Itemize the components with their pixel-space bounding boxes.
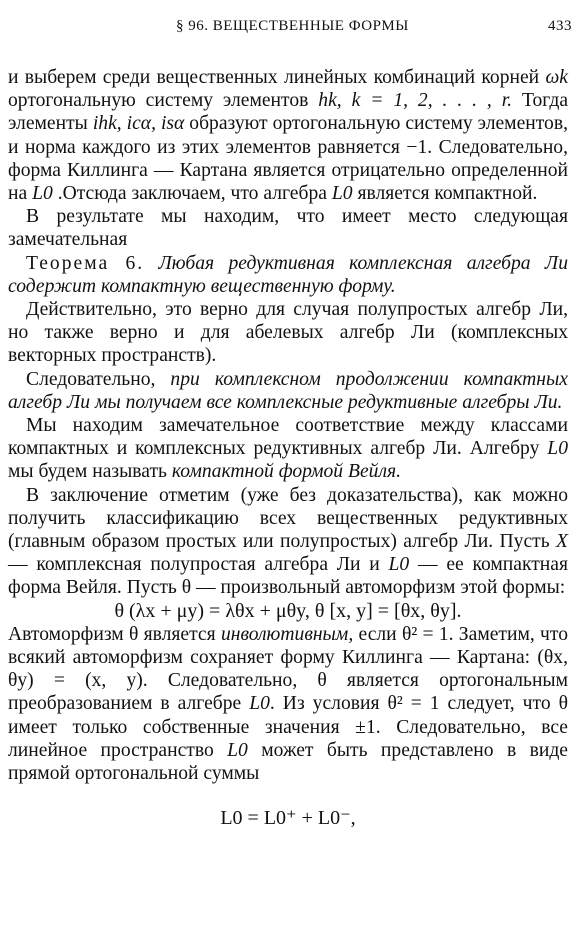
text-run: Автоморфизм θ является xyxy=(8,623,221,645)
math-run: ihk, icα, isα xyxy=(92,113,185,135)
math-run: L0 xyxy=(388,554,410,576)
paragraph-4: Действительно, это верно для случая полупростых алгебр Ли, но также верно и для абелевых алгебр Ли (комплексных векторных пространств). xyxy=(8,299,568,367)
math-run: ωk xyxy=(545,67,568,88)
emphasis-run: компактной формой Вейля. xyxy=(171,461,402,483)
math-run: L0 xyxy=(249,693,270,715)
text-run: ортогональную систему элементов xyxy=(8,90,319,112)
math-run: L0 xyxy=(227,739,248,761)
paragraph-8 xyxy=(8,623,568,785)
math-run: X xyxy=(556,531,568,553)
emphasis-run: инволютивным, xyxy=(220,623,354,645)
paragraph-2: В результате мы находим, что имеет место следующая замечательная xyxy=(8,206,568,251)
text-run: Следовательно, xyxy=(26,368,171,390)
text-run: если θ² = 1. Заметим, что всякий автоморфизм сохраняет форму Киллинга — Картана: (θx, θy) = (x, y). Следовательно, θ является ортогональным преобразованием в алгебре xyxy=(8,623,569,715)
emphasis-run: при комплексном продолжении компактных алгебр Ли мы получаем все комплексные редуктивные алгебры Ли. xyxy=(8,368,568,413)
math-run: hk, k = 1, 2, . . . , r. xyxy=(318,90,513,112)
math-run: L0 xyxy=(547,438,568,460)
text-run: . Из условия θ² = 1 следует, что θ имеет только собственные значения ±1. Следовательно, все линейное пространство xyxy=(8,693,568,761)
text-run: .Отсюда заключаем, что алгебра xyxy=(52,183,332,205)
text-run: В заключение отметим (уже без доказательства), как можно получить классификацию всех вещественных редуктивных (главным образом простых или полупростых) алгебр Ли. Пусть xyxy=(8,484,568,553)
math-run: L0 xyxy=(331,183,353,205)
text-run: Мы находим замечательное соответствие между классами компактных и комплексных редуктивных алгебр Ли. Алгебру xyxy=(8,415,568,460)
text-run: может быть представлено в виде прямой ортогональной суммы xyxy=(8,739,568,785)
text-run: образуют ортогональную систему элементов, и норма каждого из этих элементов равняется −1. Следовательно, форма Киллинга — Картана является отрицательно определенной на xyxy=(8,113,568,205)
text-run: мы будем называть xyxy=(8,461,172,483)
paragraph-7 xyxy=(8,484,568,600)
section-title: § 96. ВЕЩЕСТВЕННЫЕ ФОРМЫ xyxy=(176,18,409,34)
paragraph-1 xyxy=(8,66,568,205)
theorem-6 xyxy=(8,252,568,298)
text-run: — ее компактная форма Вейля. Пусть θ — произвольный автоморфизм этой формы: xyxy=(8,554,569,599)
text-run: является компактной. xyxy=(352,183,538,205)
text-run: Тогда элементы xyxy=(8,90,569,135)
paragraph-5 xyxy=(8,368,568,414)
theorem-statement: Любая редуктивная комплексная алгебра Ли содержит компактную вещественную форму. xyxy=(8,252,568,297)
formula-automorphism: θ (λx + μy) = λθx + μθy, θ [x, y] = [θx, θy]. xyxy=(114,599,462,622)
formula-direct-sum: L0 = L0⁺ + L0⁻, xyxy=(220,807,356,830)
text-run: и выберем среди вещественных линейных комбинаций корней xyxy=(8,67,546,88)
page-body xyxy=(8,66,568,831)
text-run: — комплексная полупростая алгебра Ли и xyxy=(8,554,389,576)
paragraph-6 xyxy=(8,414,568,484)
page-number: 433 xyxy=(548,18,572,34)
math-run: L0 xyxy=(32,183,53,205)
theorem-label: Теорема 6. xyxy=(26,252,145,274)
running-header xyxy=(6,14,572,40)
